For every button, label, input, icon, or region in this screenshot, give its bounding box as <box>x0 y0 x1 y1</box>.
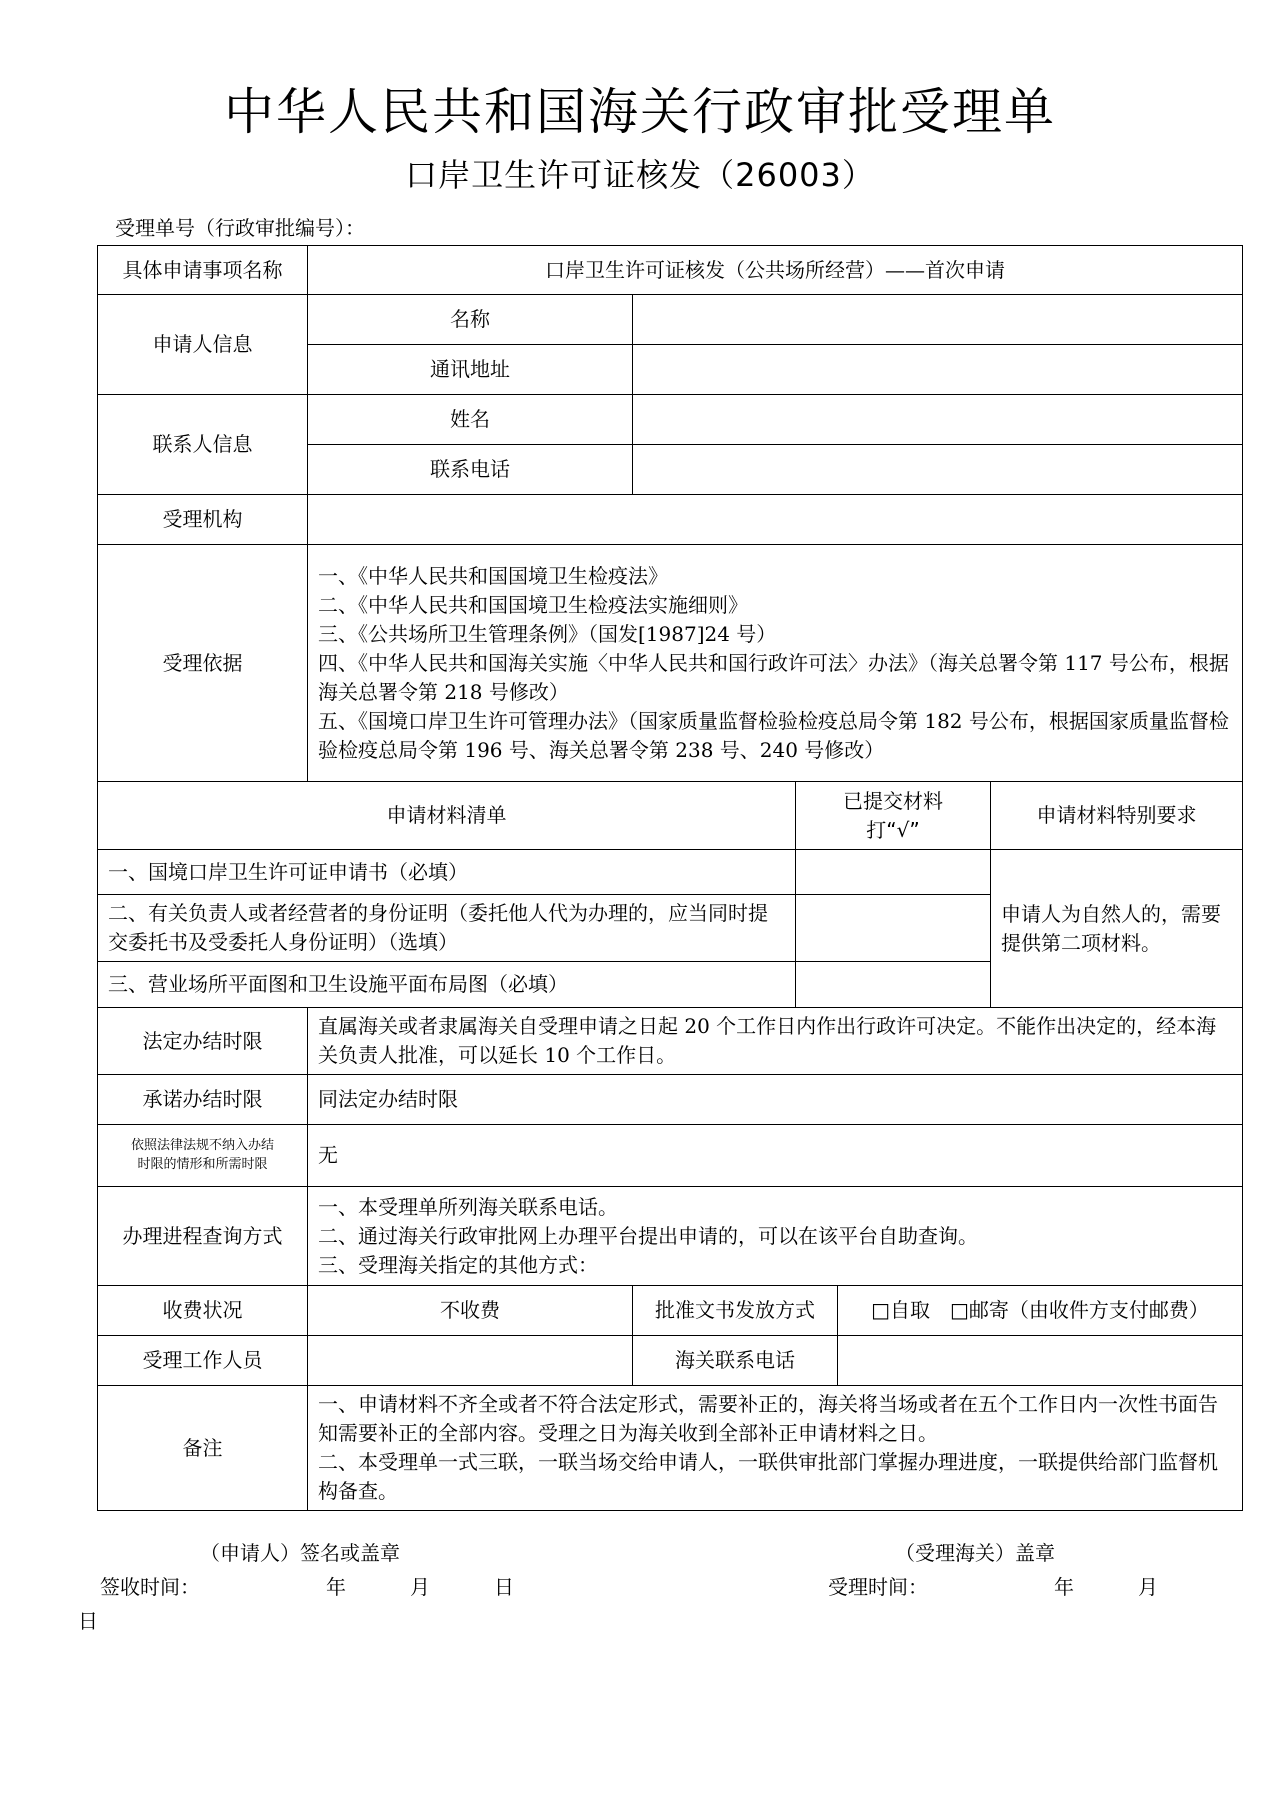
basis-item: 四、《中华人民共和国海关实施〈中华人民共和国行政许可法〉办法》（海关总署令第 117 号公布，根据海关总署令第 218 号修改） <box>318 650 1229 704</box>
applicant-name-label: 名称 <box>308 295 633 345</box>
accept-month-label: 月 <box>1138 1575 1158 1599</box>
submitted-header <box>796 782 991 850</box>
legal-limit-value: 直属海关或者隶属海关自受理申请之日起 20 个工作日内作出行政许可决定。不能作出决定的，经本海关负责人批准，可以延长 10 个工作日。 <box>308 1008 1243 1075</box>
staff-label: 受理工作人员 <box>98 1336 308 1386</box>
row-material-1 <box>98 850 1243 895</box>
row-agency <box>98 495 1243 545</box>
submitted-header-line1: 已提交材料 <box>843 788 943 813</box>
accept-time-label: 受理时间： <box>828 1575 928 1599</box>
special-requirement-value: 申请人为自然人的，需要提供第二项材料。 <box>991 850 1243 1008</box>
receive-month-label: 月 <box>410 1575 430 1599</box>
agency-field[interactable] <box>308 495 1243 545</box>
remarks-list <box>308 1386 1243 1511</box>
item-name-value: 口岸卫生许可证核发（公共场所经营）——首次申请 <box>308 246 1243 295</box>
applicant-address-field[interactable] <box>633 345 1243 395</box>
excluded-time-label-line2: 时限的情形和所需时限 <box>137 1156 268 1172</box>
fee-label: 收费状况 <box>98 1286 308 1336</box>
remarks-item: 二、本受理单一式三联，一联当场交给申请人，一联供审批部门掌握办理进度，一联提供给部门监督机构备查。 <box>318 1450 1218 1503</box>
applicant-name-field[interactable] <box>633 295 1243 345</box>
customs-phone-field[interactable] <box>838 1336 1243 1386</box>
receive-year-label: 年 <box>326 1575 346 1599</box>
material-check-cell[interactable] <box>796 850 991 895</box>
legal-limit-label: 法定办结时限 <box>98 1008 308 1075</box>
row-applicant-name <box>98 295 1243 345</box>
contact-phone-label: 联系电话 <box>308 445 633 495</box>
contact-name-label: 姓名 <box>308 395 633 445</box>
basis-label: 受理依据 <box>98 545 308 782</box>
receive-day-label: 日 <box>494 1575 514 1599</box>
customs-phone-label: 海关联系电话 <box>633 1336 838 1386</box>
contact-phone-field[interactable] <box>633 445 1243 495</box>
applicant-address-label: 通讯地址 <box>308 345 633 395</box>
remarks-label: 备注 <box>98 1386 308 1511</box>
receipt-number-label: 受理单号（行政审批编号）： <box>115 216 365 240</box>
acceptance-form-table <box>97 245 1243 1511</box>
basis-item: 一、《中华人民共和国国境卫生检疫法》 <box>318 563 668 588</box>
row-remarks <box>98 1386 1243 1511</box>
customs-seal-label: （受理海关）盖章 <box>895 1541 1055 1565</box>
row-fee <box>98 1286 1243 1336</box>
materials-header: 申请材料清单 <box>98 782 796 850</box>
query-method-list <box>308 1187 1243 1286</box>
basis-item: 三、《公共场所卫生管理条例》（国发[1987]24 号） <box>318 621 777 646</box>
excluded-time-value: 无 <box>308 1125 1243 1187</box>
row-excluded-time <box>98 1125 1243 1187</box>
basis-item: 二、《中华人民共和国国境卫生检疫法实施细则》 <box>318 592 748 617</box>
contact-info-label: 联系人信息 <box>98 395 308 495</box>
material-check-cell[interactable] <box>796 962 991 1008</box>
row-query-method <box>98 1187 1243 1286</box>
fee-value: 不收费 <box>308 1286 633 1336</box>
remarks-item: 一、申请材料不齐全或者不符合法定形式，需要补正的，海关将当场或者在五个工作日内一次性书面告知需要补正的全部内容。受理之日为海关收到全部补正申请材料之日。 <box>318 1392 1218 1445</box>
accept-day-label: 日 <box>78 1609 98 1633</box>
row-materials-header <box>98 782 1243 850</box>
material-item: 二、有关负责人或者经营者的身份证明（委托他人代为办理的，应当同时提交委托书及受委托人身份证明）（选填） <box>98 895 796 962</box>
promised-limit-value: 同法定办结时限 <box>308 1075 1243 1125</box>
row-item-name <box>98 246 1243 295</box>
delivery-method-options[interactable]: □自取 □邮寄（由收件方支付邮费） <box>838 1286 1243 1336</box>
page-subtitle: 口岸卫生许可证核发（26003） <box>405 156 875 194</box>
query-method-item: 二、通过海关行政审批网上办理平台提出申请的，可以在该平台自助查询。 <box>318 1223 978 1248</box>
row-promised-limit <box>98 1075 1243 1125</box>
page-title: 中华人民共和国海关行政审批受理单 <box>224 83 1056 141</box>
row-legal-limit <box>98 1008 1243 1075</box>
contact-name-field[interactable] <box>633 395 1243 445</box>
row-contact-name <box>98 395 1243 445</box>
material-check-cell[interactable] <box>796 895 991 962</box>
agency-label: 受理机构 <box>98 495 308 545</box>
query-method-label: 办理进程查询方式 <box>98 1187 308 1286</box>
basis-item: 五、《国境口岸卫生许可管理办法》（国家质量监督检验检疫总局令第 182 号公布，根据国家质量监督检验检疫总局令第 196 号、海关总署令第 238 号、240 号修改） <box>318 708 1229 762</box>
staff-field[interactable] <box>308 1336 633 1386</box>
row-staff <box>98 1336 1243 1386</box>
basis-list <box>308 545 1243 782</box>
row-basis <box>98 545 1243 782</box>
material-item: 一、国境口岸卫生许可证申请书（必填） <box>98 850 796 895</box>
query-method-item: 三、受理海关指定的其他方式： <box>318 1252 598 1277</box>
promised-limit-label: 承诺办结时限 <box>98 1075 308 1125</box>
accept-year-label: 年 <box>1054 1575 1074 1599</box>
excluded-time-label <box>98 1125 308 1187</box>
applicant-signature-label: （申请人）签名或盖章 <box>200 1541 400 1565</box>
material-item: 三、营业场所平面图和卫生设施平面布局图（必填） <box>98 962 796 1008</box>
item-name-label: 具体申请事项名称 <box>98 246 308 295</box>
receive-time-label: 签收时间： <box>100 1575 200 1599</box>
delivery-method-label: 批准文书发放方式 <box>633 1286 838 1336</box>
special-requirement-header: 申请材料特别要求 <box>991 782 1243 850</box>
submitted-header-line2: 打“√” <box>866 817 920 842</box>
excluded-time-label-line1: 依照法律法规不纳入办结 <box>130 1137 274 1153</box>
applicant-info-label: 申请人信息 <box>98 295 308 395</box>
query-method-item: 一、本受理单所列海关联系电话。 <box>318 1194 618 1219</box>
